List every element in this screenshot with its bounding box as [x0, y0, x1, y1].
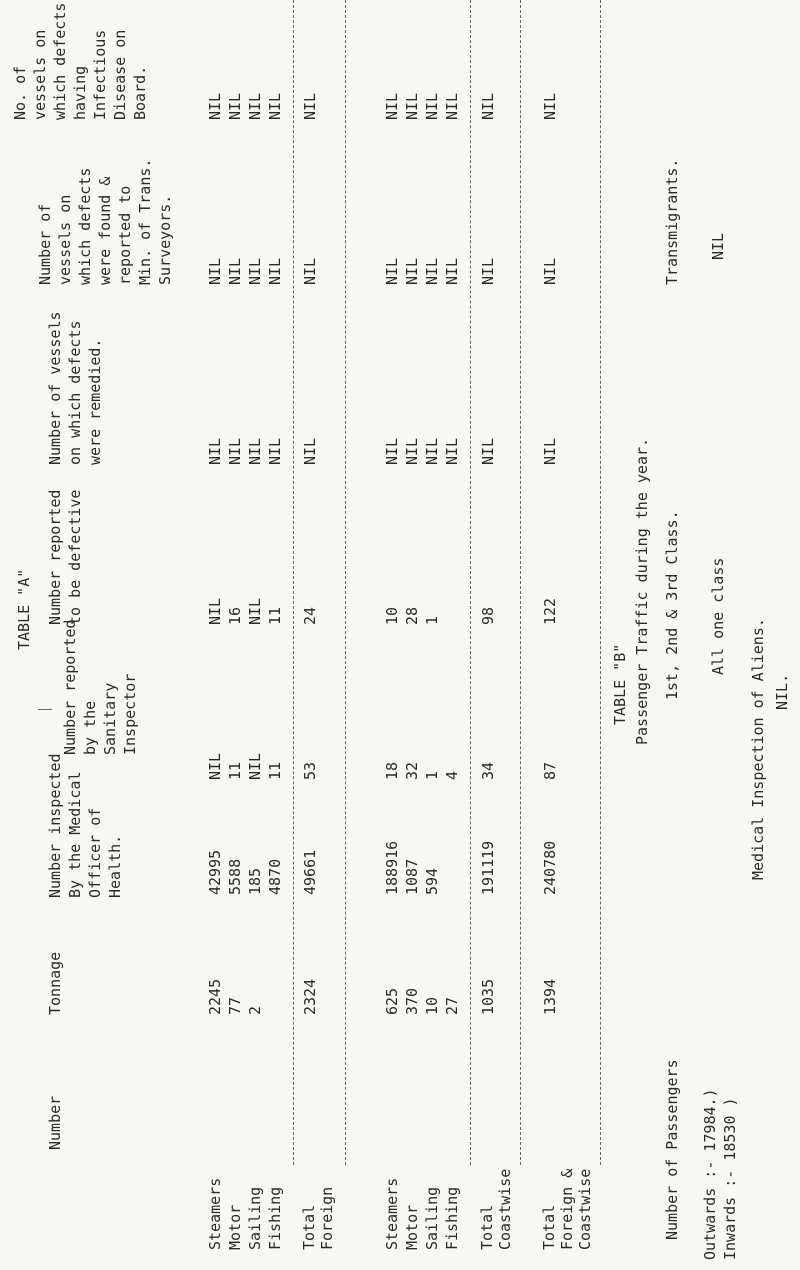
cell-defective: NIL	[479, 437, 497, 465]
cell-inspected: 34	[479, 761, 497, 780]
header-line: were remedied.	[86, 338, 104, 465]
header-rule	[38, 709, 52, 710]
header-line: Number of vessels	[46, 311, 64, 465]
header-line: Number reported	[61, 619, 79, 755]
separator	[293, 0, 294, 1165]
cell-reported: 98	[479, 606, 497, 625]
cell-infectious: NIL	[266, 92, 284, 120]
col-header-defects-remedied	[45, 311, 105, 465]
row-label: Total Foreign & Coastwise	[540, 1168, 594, 1250]
header-line: Tonnage	[46, 951, 64, 1015]
header-line: reported to	[116, 185, 134, 285]
row-label: Fishing	[443, 1186, 461, 1250]
cell-reported: NIL	[206, 597, 224, 625]
header-line: Number	[46, 1095, 64, 1150]
table-row	[225, 0, 243, 1270]
table-b-title: TABLE "B"	[611, 643, 629, 725]
cell-remedied: NIL	[403, 257, 421, 285]
header-line: Health.	[106, 834, 124, 898]
header-line: By the Medical	[66, 771, 84, 898]
separator	[345, 0, 346, 1165]
cell-number: 625	[383, 987, 401, 1015]
cell-number: 2	[246, 1005, 264, 1015]
cell-number: 77	[226, 996, 244, 1015]
cell-infectious: NIL	[301, 92, 319, 120]
table-a-title: TABLE "A"	[15, 568, 33, 650]
cell-inspected: 11	[226, 761, 244, 780]
header-line: Min. of Trans.	[136, 158, 154, 285]
cell-reported: 24	[301, 606, 319, 625]
cell-remedied: NIL	[479, 257, 497, 285]
cell-defective: NIL	[301, 437, 319, 465]
cell-tonnage: 191119	[479, 840, 497, 895]
row-label: Sailing	[423, 1186, 441, 1250]
cell-remedied: NIL	[383, 257, 401, 285]
cell-reported: 1	[423, 615, 441, 625]
cell-inspected: 18	[383, 761, 401, 780]
table-row	[205, 0, 223, 1270]
table-row	[382, 0, 400, 1270]
cell-number: 370	[403, 987, 421, 1015]
table-row	[245, 0, 263, 1270]
header-line: which defects	[76, 167, 94, 285]
cell-reported: 122	[541, 597, 559, 625]
medical-inspection-heading: Medical Inspection of Aliens.	[749, 618, 767, 880]
cell-tonnage: 42995	[206, 849, 224, 895]
row-label: Motor	[226, 1204, 244, 1250]
cell-infectious: NIL	[443, 92, 461, 120]
header-line: Number reported	[46, 489, 64, 625]
cell-remedied: NIL	[206, 257, 224, 285]
cell-defective: NIL	[206, 437, 224, 465]
cell-tonnage: 240780	[541, 840, 559, 895]
cell-defective: NIL	[246, 437, 264, 465]
header-line: Sanitary	[101, 682, 119, 755]
header-line: Disease on Board.	[111, 29, 149, 120]
medical-inspection-value: NIL.	[773, 673, 791, 710]
header-line: Inspector	[121, 673, 139, 755]
header-line: Number of	[36, 203, 54, 285]
table-row	[442, 0, 460, 1270]
all-one-class-text: All one class	[709, 557, 727, 675]
cell-infectious: NIL	[226, 92, 244, 120]
cell-defective: NIL	[541, 437, 559, 465]
header-line: vessels on	[31, 29, 49, 120]
cell-inspected: 53	[301, 761, 319, 780]
cell-number: 27	[443, 996, 461, 1015]
cell-remedied: NIL	[423, 257, 441, 285]
table-row	[402, 0, 420, 1270]
transmigrants-heading: Transmigrants.	[663, 158, 681, 285]
col-header-reported-defective	[45, 490, 85, 625]
header-line: Number inspected	[46, 753, 64, 898]
table-row-total	[300, 0, 336, 1270]
row-label: Total Foreign	[300, 1186, 336, 1250]
header-line: on which defects	[66, 320, 84, 465]
cell-inspected: 32	[403, 761, 421, 780]
table-row-grand-total	[540, 0, 594, 1270]
cell-remedied: NIL	[246, 257, 264, 285]
separator	[470, 0, 471, 1165]
cell-number: 10	[423, 996, 441, 1015]
header-line: vessels on	[56, 194, 74, 285]
row-label: Motor	[403, 1204, 421, 1250]
header-line: No. of	[11, 65, 29, 120]
cell-defective: NIL	[443, 437, 461, 465]
inwards-count: Inwards :- 18530 )	[721, 1097, 739, 1260]
cell-tonnage: 49661	[301, 849, 319, 895]
cell-infectious: NIL	[541, 92, 559, 120]
cell-reported: 28	[403, 606, 421, 625]
cell-inspected: NIL	[246, 752, 264, 780]
cell-reported: 16	[226, 606, 244, 625]
cell-defective: NIL	[403, 437, 421, 465]
cell-reported: NIL	[246, 597, 264, 625]
cell-number: 1035	[479, 978, 497, 1015]
outwards-count: Outwards :- 17984.)	[701, 1088, 719, 1260]
cell-defective: NIL	[226, 437, 244, 465]
cell-reported: 10	[383, 606, 401, 625]
cell-tonnage: 1087	[403, 858, 421, 895]
cell-number: 2245	[206, 978, 224, 1015]
number-of-passengers-label: Number of Passengers	[663, 1059, 681, 1240]
separator	[600, 0, 601, 1165]
header-line: to be defective	[66, 489, 84, 625]
cell-number: 2324	[301, 978, 319, 1015]
col-header-min-of-trans	[35, 159, 175, 285]
cell-inspected: 4	[443, 770, 461, 780]
cell-inspected: 87	[541, 761, 559, 780]
transmigrants-value: NIL	[709, 232, 727, 260]
cell-tonnage: 185	[246, 867, 264, 895]
row-label: Total Coastwise	[478, 1168, 514, 1250]
col-header-number	[45, 1096, 65, 1150]
cell-tonnage: 188916	[383, 840, 401, 895]
cell-infectious: NIL	[423, 92, 441, 120]
cell-defective: NIL	[423, 437, 441, 465]
col-header-inspected-moh	[45, 754, 125, 899]
cell-infectious: NIL	[479, 92, 497, 120]
row-label: Steamers	[383, 1177, 401, 1250]
classes-heading: 1st, 2nd & 3rd Class.	[663, 510, 681, 700]
cell-inspected: NIL	[206, 752, 224, 780]
cell-remedied: NIL	[266, 257, 284, 285]
cell-inspected: 1	[423, 770, 441, 780]
header-line: having Infectious	[71, 29, 109, 120]
cell-tonnage: 5588	[226, 858, 244, 895]
row-label: Steamers	[206, 1177, 224, 1250]
cell-remedied: NIL	[443, 257, 461, 285]
cell-infectious: NIL	[246, 92, 264, 120]
cell-infectious: NIL	[206, 92, 224, 120]
cell-tonnage: 4870	[266, 858, 284, 895]
table-row	[265, 0, 283, 1270]
cell-infectious: NIL	[383, 92, 401, 120]
header-line: were found &	[96, 176, 114, 285]
passenger-traffic-heading: Passenger Traffic during the year.	[633, 437, 651, 745]
table-row-total	[478, 0, 514, 1270]
cell-remedied: NIL	[541, 257, 559, 285]
row-label: Sailing	[246, 1186, 264, 1250]
header-line: which defects	[51, 2, 69, 120]
row-label: Fishing	[266, 1186, 284, 1250]
cell-tonnage: 594	[423, 867, 441, 895]
header-line: by the	[81, 700, 99, 755]
separator	[520, 0, 521, 1165]
col-header-tonnage	[45, 952, 65, 1015]
cell-remedied: NIL	[226, 257, 244, 285]
cell-defective: NIL	[266, 437, 284, 465]
col-header-infectious	[10, 0, 150, 120]
table-row	[422, 0, 440, 1270]
cell-reported: 11	[266, 606, 284, 625]
cell-defective: NIL	[383, 437, 401, 465]
cell-infectious: NIL	[403, 92, 421, 120]
header-line: Officer of	[86, 807, 104, 898]
col-header-reported-inspector	[60, 620, 140, 755]
cell-remedied: NIL	[301, 257, 319, 285]
cell-number: 1394	[541, 978, 559, 1015]
cell-inspected: 11	[266, 761, 284, 780]
header-line: Surveyors.	[156, 194, 174, 285]
